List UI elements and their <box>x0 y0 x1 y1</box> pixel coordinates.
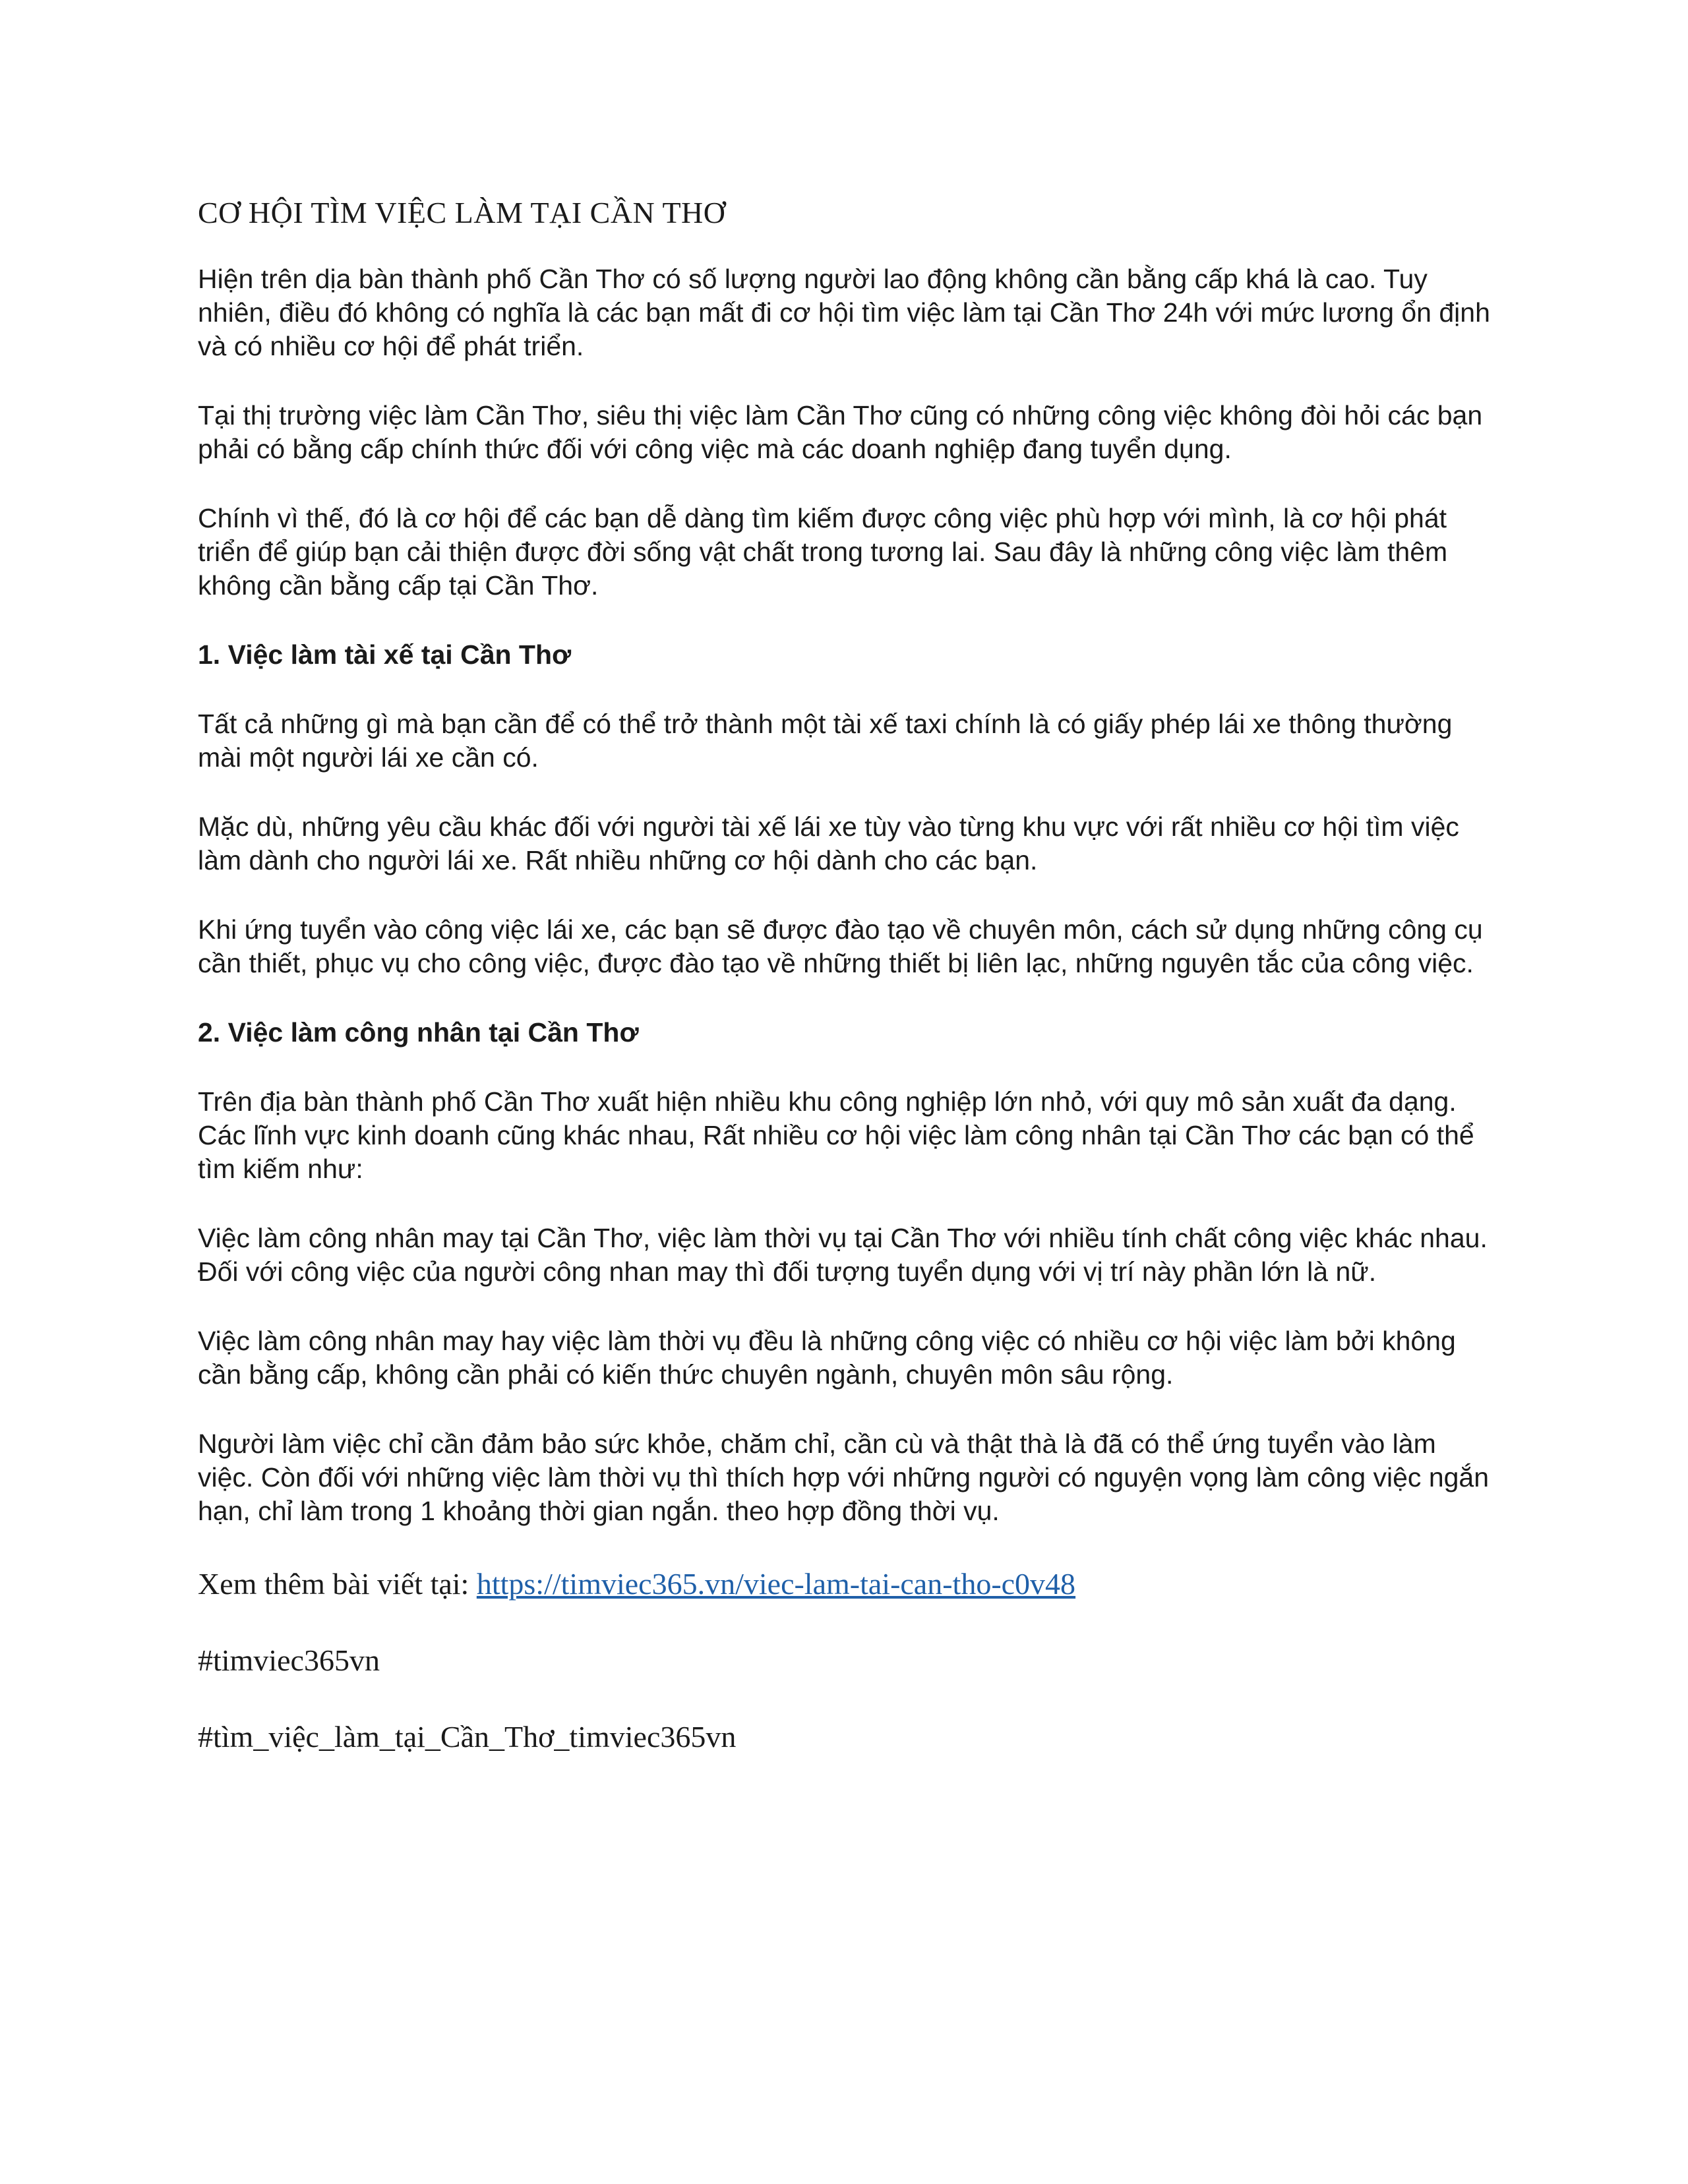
hashtag: #tìm_việc_làm_tại_Cần_Thơ_timviec365vn <box>198 1720 737 1754</box>
section1-paragraph: Tất cả những gì mà bạn cần để có thể trở thành một tài xế taxi chính là có giấy phép lái xe thông thường mài một người lái xe cần có. <box>198 709 1453 773</box>
read-more-line <box>198 1564 1490 1605</box>
document-body <box>198 192 1490 1793</box>
intro-paragraph: Hiện trên dịa bàn thành phố Cần Thơ có số lượng người lao động không cần bằng cấp khá là cao. Tuy nhiên, điều đó không có nghĩa là các bạn mất đi cơ hội tìm việc làm tại Cần Thơ 24h với mức lương ổn định và có nhiều cơ hội để phát triển. <box>198 264 1490 361</box>
section2-paragraph: Việc làm công nhân may tại Cần Thơ, việc làm thời vụ tại Cần Thơ với nhiều tính chất công việc khác nhau. Đối với công việc của người công nhan may thì đối tượng tuyển dụng với vị trí này phần lớn là nữ. <box>198 1223 1488 1287</box>
hashtag: #timviec365vn <box>198 1643 380 1677</box>
intro-paragraph: Chính vì thế, đó là cơ hội để các bạn dễ dàng tìm kiếm được công việc phù hợp với mình, là cơ hội phát triển để giúp bạn cải thiện được đời sống vật chất trong tương lai. Sau đây là những công việc làm thêm không cần bằng cấp tại Cần Thơ. <box>198 503 1448 601</box>
section-heading-worker: 2. Việc làm công nhân tại Cần Thơ <box>198 1017 639 1048</box>
read-more-link[interactable]: https://timviec365.vn/viec-lam-tai-can-tho-c0v48 <box>476 1567 1076 1601</box>
section2-paragraph: Người làm việc chỉ cần đảm bảo sức khỏe, chăm chỉ, cần cù và thật thà là đã có thể ứng tuyển vào làm việc. Còn đối với những việc làm thời vụ thì thích hợp với những người có nguyện vọng làm công việc ngắn hạn, chỉ làm trong 1 khoảng thời gian ngắn. theo hợp đồng thời vụ. <box>198 1429 1490 1526</box>
section2-paragraph: Trên địa bàn thành phố Cần Thơ xuất hiện nhiều khu công nghiệp lớn nhỏ, với quy mô sản xuất đa dạng. Các lĩnh vực kinh doanh cũng khác nhau, Rất nhiều cơ hội việc làm công nhân tại Cần Thơ các bạn có thể tìm kiếm như: <box>198 1086 1474 1184</box>
section1-paragraph: Mặc dù, những yêu cầu khác đối với người tài xế lái xe tùy vào từng khu vực với rất nhiều cơ hội tìm việc làm dành cho người lái xe. Rất nhiều những cơ hội dành cho các bạn. <box>198 812 1459 875</box>
section-heading-driver: 1. Việc làm tài xế tại Cần Thơ <box>198 639 572 670</box>
section1-paragraph: Khi ứng tuyển vào công việc lái xe, các bạn sẽ được đào tạo về chuyên môn, cách sử dụng những công cụ cần thiết, phục vụ cho công việc, được đào tạo về những thiết bị liên lạc, những nguyên tắc của công việc. <box>198 914 1483 978</box>
document-title: CƠ HỘI TÌM VIỆC LÀM TẠI CẦN THƠ <box>198 196 726 229</box>
section2-paragraph: Việc làm công nhân may hay việc làm thời vụ đều là những công việc có nhiều cơ hội việc làm bởi không cần bằng cấp, không cần phải có kiến thức chuyên ngành, chuyên môn sâu rộng. <box>198 1326 1456 1390</box>
intro-paragraph: Tại thị trường việc làm Cần Thơ, siêu thị việc làm Cần Thơ cũng có những công việc không đòi hỏi các bạn phải có bằng cấp chính thức đối với công việc mà các doanh nghiệp đang tuyển dụng. <box>198 400 1483 464</box>
read-more-label: Xem thêm bài viết tại: <box>198 1567 477 1601</box>
